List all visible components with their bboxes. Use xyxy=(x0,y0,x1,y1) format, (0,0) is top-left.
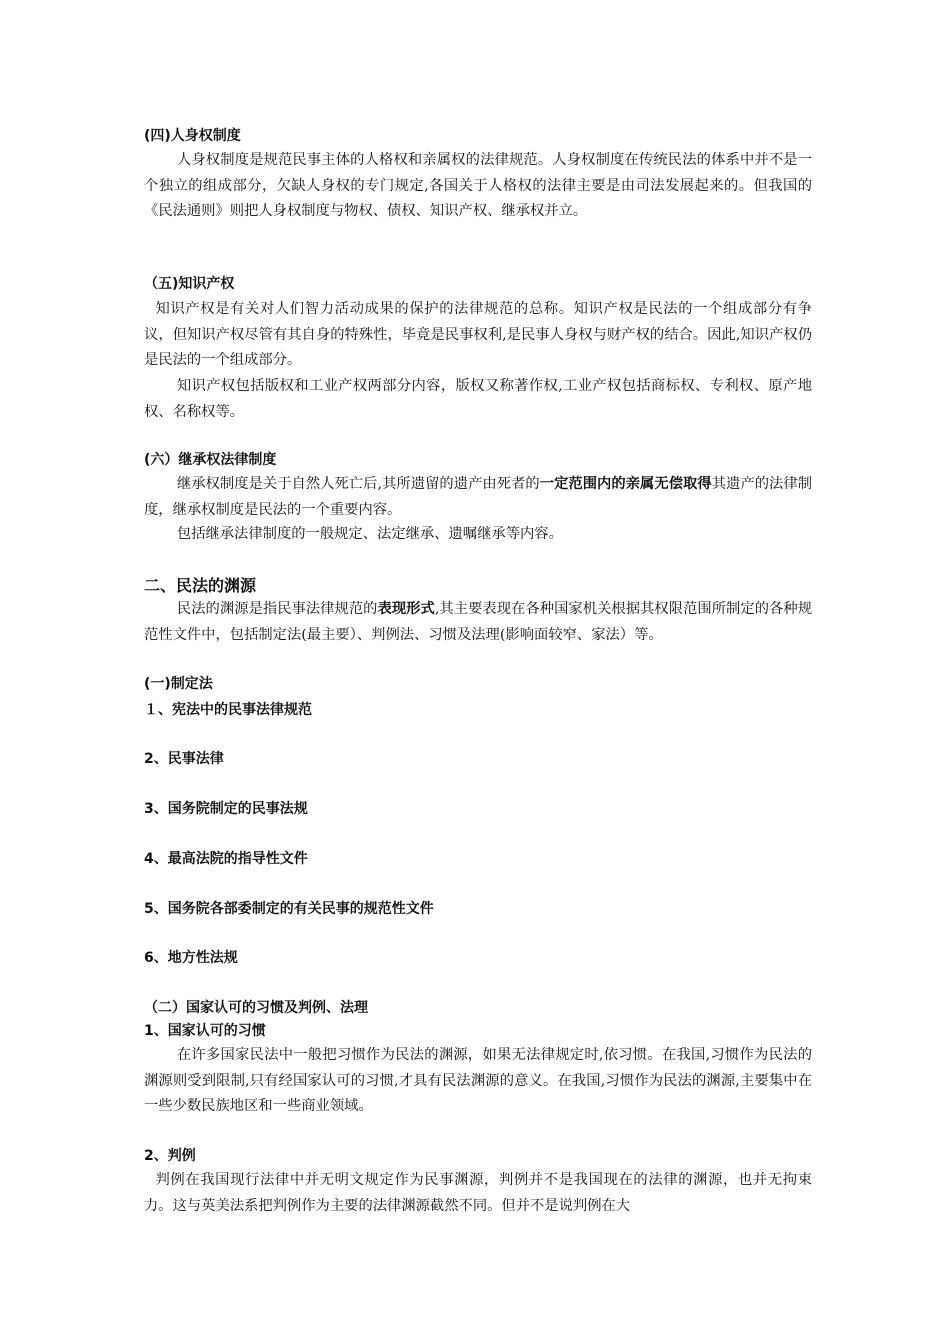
paragraph-ip-2: 知识产权包括版权和工业产权两部分内容，版权又称著作权,工业产权包括商标权、专利权、原产地权、名称权等。 xyxy=(144,378,812,420)
section-heading-inheritance: (六）继承权法律制度 xyxy=(144,452,277,468)
sources-text-bold: 表现形式 xyxy=(377,601,435,617)
section-heading-personal-rights: (四)人身权制度 xyxy=(144,128,241,144)
paragraph-ip-1: 知识产权是有关对人们智力活动成果的保护的法律规范的总称。知识产权是民法的一个组成部分有争议，但知识产权尽管有其自身的特殊性，毕竟是民事权利,是民事人身权与财产权的结合。因此,知识产权仍是民法的一个组成部分。 xyxy=(144,301,812,368)
paragraph-recognized-custom: 在许多国家民法中一般把习惯作为民法的渊源，如果无法律规定时,依习惯。在我国,习惯作为民法的渊源则受到限制,只有经国家认可的习惯,才具有民法渊源的意义。在我国,习惯作为民法的渊源,主要集中在一些少数民族地区和一些商业领域。 xyxy=(144,1047,812,1114)
inheritance-text-b: 其遗产的法律制度，继承权制度是民法的一个重要内容。 xyxy=(144,476,813,518)
paragraph-personal-rights: 人身权制度是规范民事主体的人格权和亲属权的法律规范。人身权制度在传统民法的体系中并不是一个独立的组成部分，欠缺人身权的专门规定,各国关于人格权的法律主要是由司法发展起来的。但我国的《民法通则》则把人身权制度与物权、债权、知识产权、继承权并立。 xyxy=(144,152,812,219)
item-heading-recognized-custom: 1、国家认可的习惯 xyxy=(144,1023,266,1039)
paragraph-inheritance-2: 包括继承法律制度的一般规定、法定继承、遗嘱继承等内容。 xyxy=(176,526,563,542)
chapter-heading-sources: 二、民法的渊源 xyxy=(144,576,257,595)
paragraph-case-law: 判例在我国现行法律中并无明文规定作为民事渊源，判例并不是我国现在的法律的渊源，也并无拘束力。这与英美法系把判例作为主要的法律渊源截然不同。但并不是说判例在大 xyxy=(144,1172,812,1214)
inheritance-text-a: 继承权制度是关于自然人死亡后,其所遗留的遗产由死者的 xyxy=(176,476,540,492)
section-heading-intellectual-property: （五)知识产权 xyxy=(144,276,235,292)
list-item: 5、国务院各部委制定的有关民事的规范性文件 xyxy=(144,901,434,917)
list-item: 6、地方性法规 xyxy=(144,950,238,966)
paragraph-sources xyxy=(144,597,812,648)
subsection-heading-statutory-law: (一)制定法 xyxy=(144,676,213,692)
list-item: 4、最高法院的指导性文件 xyxy=(144,851,308,867)
sources-text-a: 民法的渊源是指民事法律规范的 xyxy=(176,601,378,617)
list-item: 3、国务院制定的民事法规 xyxy=(144,801,308,817)
inheritance-text-bold: 一定范围内的亲属无偿取得 xyxy=(539,476,712,492)
list-item: １、宪法中的民事法律规范 xyxy=(144,702,312,718)
subsection-heading-custom-case-law: （二）国家认可的习惯及判例、法理 xyxy=(144,1000,368,1016)
item-heading-case-law: 2、判例 xyxy=(144,1148,196,1164)
sources-text-b: ,其主要表现在各种国家机关根据其权限范围所制定的各种规范性文件中，包括制定法(最主要）、判例法、习惯及法理(影响面较窄、家法）等。 xyxy=(144,601,812,643)
list-item: 2、民事法律 xyxy=(144,751,224,767)
paragraph-inheritance-1 xyxy=(144,472,812,523)
